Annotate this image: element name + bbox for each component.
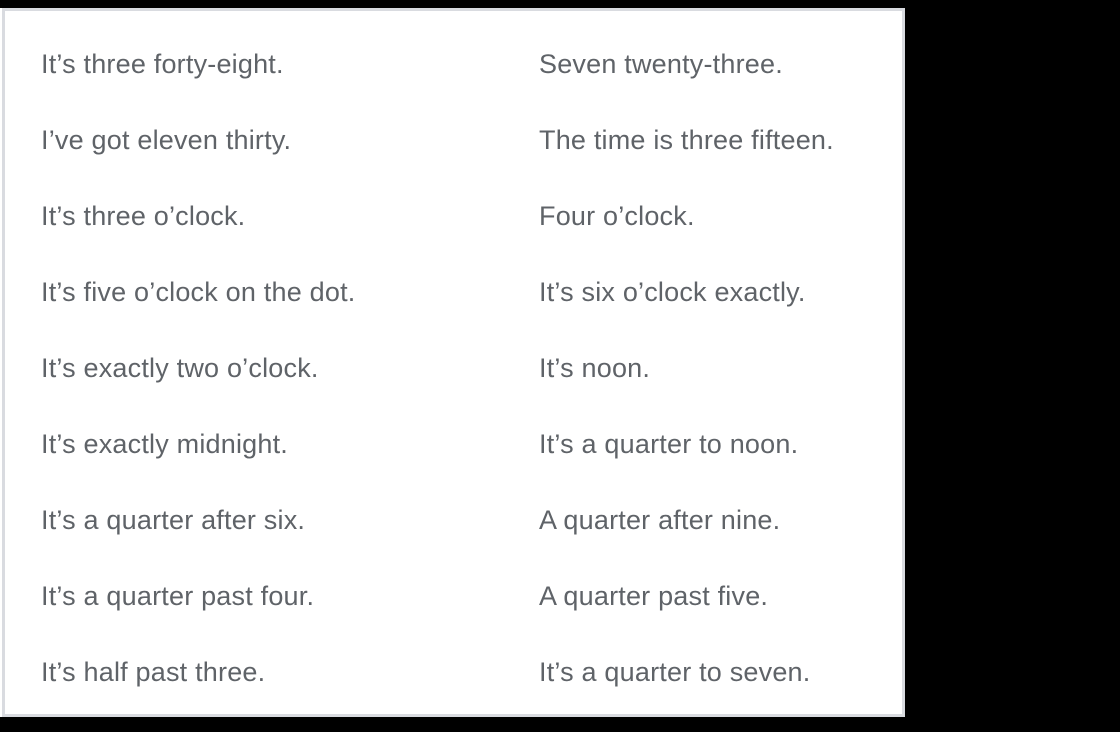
phrase-text: It’s noon. [539,352,651,383]
phrase-text: I’ve got eleven thirty. [41,124,292,155]
phrase-text: It’s half past three. [41,656,266,687]
phrase-text: It’s exactly midnight. [41,428,289,459]
phrase-text: Seven twenty-three. [539,48,783,79]
phrase-text: It’s a quarter to seven. [539,656,811,687]
content-card [0,8,905,717]
phrase-text: It’s six o’clock exactly. [539,276,806,307]
phrase-text: The time is three fifteen. [539,124,834,155]
phrase-grid [5,11,902,714]
phrase-text: A quarter past five. [539,580,769,611]
phrase-text: It’s a quarter to noon. [539,428,799,459]
phrase-text: Four o’clock. [539,200,695,231]
phrase-text: It’s a quarter past four. [41,580,315,611]
phrase-text: It’s a quarter after six. [41,504,306,535]
phrase-text: It’s five o’clock on the dot. [41,276,356,307]
phrase-text: It’s three o’clock. [41,200,246,231]
phrase-text: A quarter after nine. [539,504,781,535]
phrase-text: It’s three forty-eight. [41,48,284,79]
phrase-text: It’s exactly two o’clock. [41,352,319,383]
